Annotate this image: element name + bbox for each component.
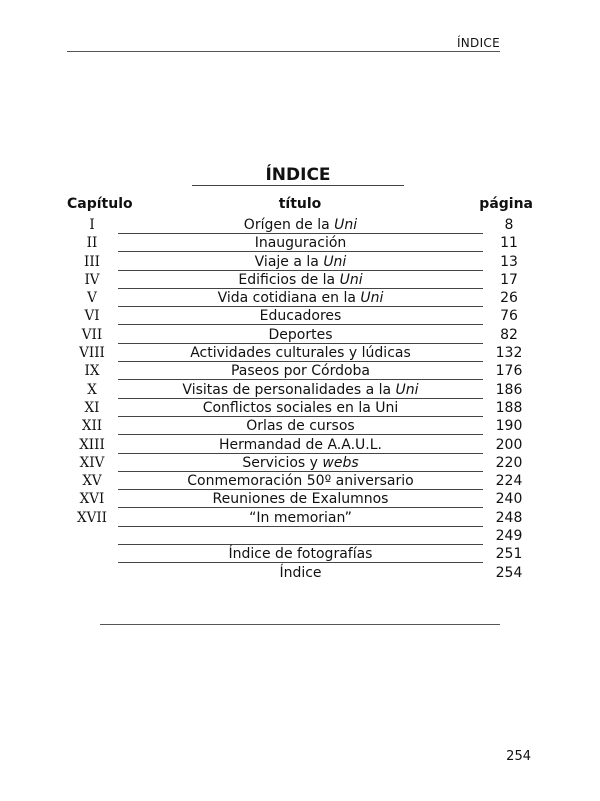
chapter-title-text: Conmemoración 50º aniversario — [187, 473, 414, 490]
chapter-page: 17 — [500, 271, 518, 288]
column-header-capitulo: Capítulo — [67, 196, 133, 212]
toc-row — [0, 417, 600, 435]
chapter-number: IX — [84, 363, 100, 380]
chapter-number: XII — [81, 418, 103, 435]
chapter-number: I — [89, 217, 95, 233]
chapter-page: 176 — [495, 363, 523, 380]
chapter-number: VII — [81, 326, 103, 343]
column-header-titulo: título — [278, 196, 322, 212]
toc-row — [0, 362, 600, 380]
chapter-number: III — [84, 253, 100, 270]
chapter-number: XIII — [79, 436, 105, 453]
toc-row — [0, 326, 600, 344]
chapter-page: 200 — [495, 436, 523, 453]
chapter-title-text: Paseos por Córdoba — [230, 363, 371, 380]
bottom-divider — [100, 624, 500, 625]
toc-row — [0, 399, 600, 417]
chapter-title-emphasis: Uni — [395, 381, 419, 398]
table-of-contents — [0, 216, 600, 582]
toc-row — [0, 436, 600, 454]
chapter-page: 13 — [500, 253, 518, 270]
chapter-title-text: Servicios y — [242, 454, 318, 471]
chapter-page: 132 — [495, 345, 523, 362]
chapter-title-text: Índice de fotografías — [228, 546, 373, 563]
chapter-page: 188 — [495, 399, 523, 416]
chapter-page: 11 — [500, 235, 518, 252]
chapter-title-emphasis: Uni — [323, 253, 347, 270]
column-header-pagina: página — [479, 196, 533, 212]
toc-row — [0, 271, 600, 289]
chapter-title — [118, 234, 483, 252]
chapter-title-text: Deportes — [268, 326, 333, 343]
chapter-title-text: Edificios de la — [238, 271, 336, 288]
chapter-page: 240 — [495, 491, 523, 508]
chapter-title — [118, 564, 483, 582]
chapter-title-text: Índice — [279, 564, 322, 581]
toc-row — [0, 527, 600, 545]
chapter-title-text: Reuniones de Exalumnos — [212, 491, 389, 508]
chapter-title — [118, 381, 483, 399]
chapter-title — [118, 545, 483, 563]
chapter-number: XVII — [76, 509, 108, 526]
chapter-title — [118, 472, 483, 490]
chapter-number: XV — [82, 473, 102, 490]
chapter-number: II — [86, 235, 98, 252]
chapter-page: 8 — [504, 217, 514, 233]
chapter-title-text: Actividades culturales y lúdicas — [190, 345, 411, 362]
chapter-page: 220 — [495, 454, 523, 471]
chapter-title-text: “In memorian” — [249, 509, 352, 526]
chapter-title — [118, 436, 483, 454]
page-number: 254 — [506, 749, 531, 764]
chapter-page: 249 — [495, 528, 523, 545]
chapter-title-text: Conflictos sociales en la Uni — [202, 399, 399, 416]
chapter-title-text: Vida cotidiana en la — [217, 290, 356, 307]
chapter-title-emphasis: Uni — [334, 217, 358, 233]
toc-row — [0, 381, 600, 399]
toc-row — [0, 344, 600, 362]
chapter-title-text: Inauguración — [254, 235, 347, 252]
chapter-title-text: Hermandad de A.A.U.L. — [218, 436, 382, 453]
chapter-title-text: Orígen de la — [243, 217, 330, 233]
chapter-title-text: Viaje a la — [254, 253, 319, 270]
chapter-number: XI — [84, 399, 100, 416]
chapter-page: 26 — [500, 290, 518, 307]
chapter-page: 254 — [495, 564, 523, 581]
chapter-number: XVI — [79, 491, 105, 508]
chapter-number: V — [87, 290, 97, 307]
toc-row — [0, 454, 600, 472]
chapter-page: 186 — [495, 381, 523, 398]
running-header-text: ÍNDICE — [456, 36, 500, 50]
toc-row — [0, 253, 600, 271]
chapter-title-text: Orlas de cursos — [246, 418, 355, 435]
chapter-title-emphasis: Uni — [360, 290, 384, 307]
chapter-title — [118, 399, 483, 417]
toc-row — [0, 509, 600, 527]
chapter-title — [118, 509, 483, 527]
chapter-title — [118, 289, 483, 307]
chapter-page: 76 — [500, 308, 518, 325]
chapter-page: 251 — [495, 546, 523, 563]
chapter-number: VI — [84, 308, 100, 325]
chapter-number: X — [87, 381, 97, 398]
toc-row — [0, 564, 600, 582]
toc-row — [0, 289, 600, 307]
page-title: ÍNDICE — [265, 165, 331, 185]
chapter-title — [118, 216, 483, 234]
chapter-title — [118, 454, 483, 472]
toc-row — [0, 216, 600, 234]
toc-row — [0, 490, 600, 508]
chapter-title — [118, 307, 483, 325]
chapter-title — [118, 362, 483, 380]
chapter-title-emphasis: webs — [322, 454, 359, 471]
chapter-page: 248 — [495, 509, 523, 526]
chapter-title-text: Educadores — [259, 308, 342, 325]
chapter-number: XIV — [79, 454, 105, 471]
chapter-title-text: Visitas de personalidades a la — [182, 381, 392, 398]
toc-row — [0, 545, 600, 563]
chapter-title — [118, 344, 483, 362]
page-title-block — [192, 165, 404, 186]
chapter-title-emphasis: Uni — [339, 271, 363, 288]
chapter-page: 190 — [495, 418, 523, 435]
chapter-title — [118, 417, 483, 435]
toc-row — [0, 307, 600, 325]
chapter-title — [118, 271, 483, 289]
chapter-title — [118, 326, 483, 344]
toc-row — [0, 472, 600, 490]
chapter-number: VIII — [79, 345, 105, 362]
toc-row — [0, 234, 600, 252]
chapter-title — [118, 253, 483, 271]
chapter-page: 224 — [495, 473, 523, 490]
chapter-title — [118, 490, 483, 508]
chapter-title — [118, 527, 483, 545]
chapter-page: 82 — [500, 326, 518, 343]
chapter-number: IV — [84, 271, 100, 288]
running-header — [67, 34, 500, 52]
